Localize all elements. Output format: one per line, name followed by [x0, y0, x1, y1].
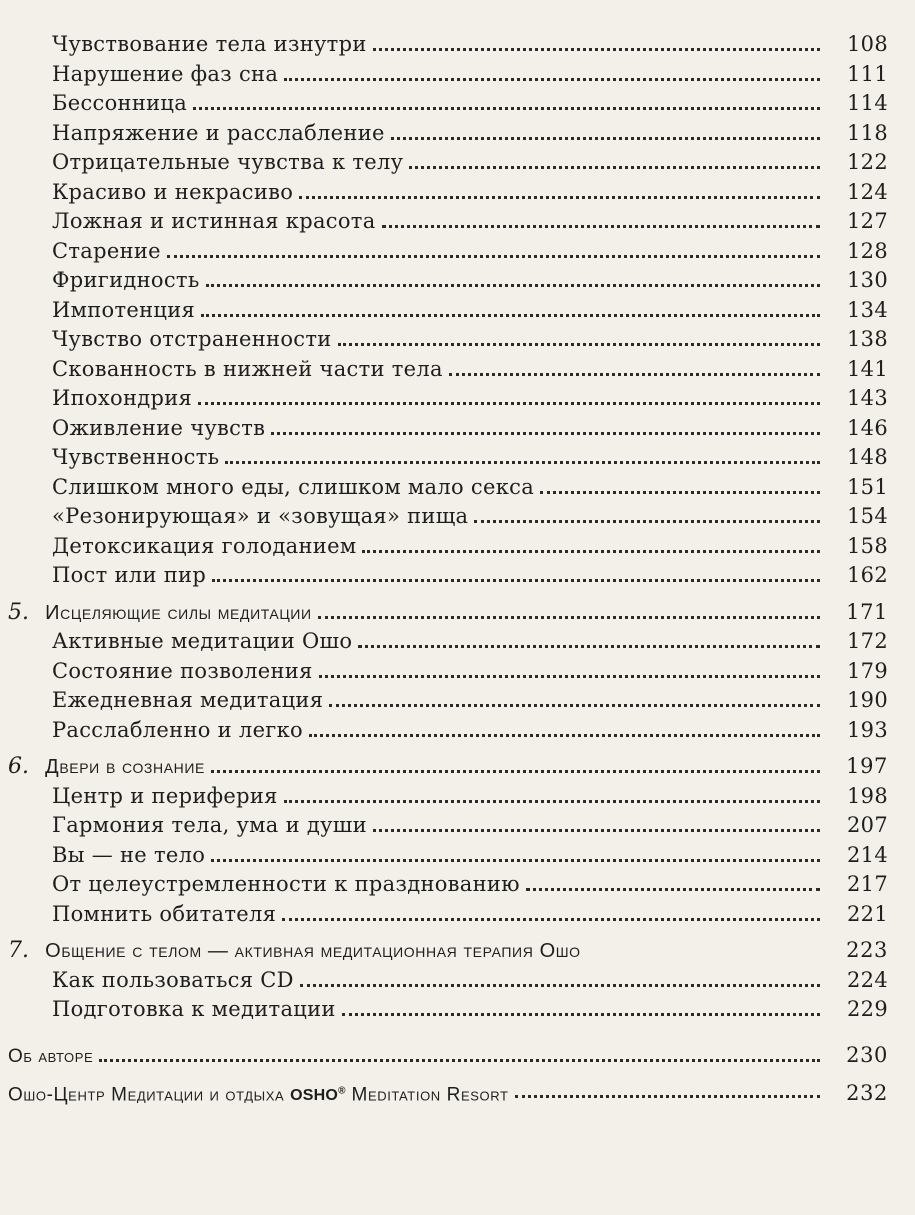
chapter-title: [8, 752, 211, 783]
dot-leader: [362, 550, 820, 553]
toc-entry[interactable]: [0, 60, 915, 90]
osho-brand: [290, 1087, 346, 1104]
toc-resort[interactable]: [0, 1077, 915, 1107]
dot-leader: [338, 343, 820, 346]
table-of-contents: [0, 30, 915, 1107]
dot-leader: [318, 616, 820, 619]
about-page: 230: [846, 1042, 888, 1067]
entry-page: 172: [847, 629, 888, 653]
toc-entry[interactable]: [0, 89, 915, 119]
entry-title: Бессонница: [52, 91, 188, 115]
dot-leader: [309, 734, 820, 737]
chapter-page: 197: [846, 754, 888, 778]
toc-entry[interactable]: [0, 266, 915, 296]
resort-title: [8, 1077, 515, 1111]
entry-page: 108: [847, 32, 888, 56]
dot-leader: [373, 48, 820, 51]
entry-title: Оживление чувств: [52, 415, 266, 440]
entry-title: Подготовка к медитации: [52, 997, 336, 1021]
dot-leader: [206, 284, 820, 287]
dot-leader: [201, 314, 820, 317]
dot-leader: [358, 645, 820, 648]
entry-page: 158: [847, 533, 888, 558]
dot-leader: [474, 520, 820, 523]
dot-leader: [211, 770, 820, 773]
registered-mark: ®: [338, 1086, 346, 1097]
entry-title: Чувство отстраненности: [52, 327, 332, 351]
resort-title-suffix: Meditation Resort: [351, 1084, 509, 1106]
toc-entry[interactable]: [0, 686, 915, 716]
toc-entry[interactable]: [0, 966, 915, 996]
dot-leader: [167, 255, 820, 258]
spacer: [0, 929, 915, 936]
entry-title: Скованность в нижней части тела: [52, 356, 443, 381]
dot-leader: [449, 373, 820, 376]
toc-entry[interactable]: [0, 207, 915, 237]
entry-page: 146: [847, 415, 888, 440]
entry-title: Расслабленно и легко: [52, 717, 303, 742]
about-title: Об авторе: [8, 1045, 94, 1067]
entry-page: 134: [847, 297, 888, 322]
toc-entry[interactable]: [0, 237, 915, 267]
entry-title: Напряжение и расслабление: [52, 120, 385, 145]
entry-title: От целеустремленности к празднованию: [52, 872, 520, 896]
dot-leader: [212, 579, 820, 582]
entry-page: 224: [847, 967, 888, 992]
entry-title: Слишком много еды, слишком мало секса: [52, 474, 535, 499]
entry-title: «Резонирующая» и «зовущая» пища: [52, 504, 469, 528]
chapter-name: Общение с телом — активная медитационная терапия Ошо: [45, 940, 581, 962]
dot-leader: [373, 829, 820, 832]
toc-entry[interactable]: [0, 296, 915, 326]
toc-entry[interactable]: [0, 119, 915, 149]
entry-title: Как пользоваться CD: [52, 967, 294, 992]
toc-entry[interactable]: [0, 178, 915, 208]
toc-entry[interactable]: [0, 627, 915, 657]
toc-entry[interactable]: [0, 561, 915, 591]
entry-page: 193: [847, 717, 888, 742]
dot-leader: [99, 1059, 820, 1062]
toc-entry[interactable]: [0, 811, 915, 841]
entry-page: 198: [847, 783, 888, 808]
entry-title: Состояние позволения: [52, 658, 313, 683]
dot-leader: [382, 225, 820, 228]
entry-page: 207: [847, 813, 888, 837]
entry-page: 122: [847, 150, 888, 174]
dot-leader: [391, 137, 820, 140]
dot-leader: [342, 1013, 820, 1016]
dot-leader: [515, 1095, 820, 1098]
chapter-number: 5.: [8, 599, 29, 625]
toc-about-author[interactable]: [0, 1041, 915, 1071]
resort-title-prefix: Ошо-Центр Медитации и отдыха: [8, 1084, 285, 1106]
toc-entry[interactable]: [0, 414, 915, 444]
entry-title: Чувственность: [52, 445, 220, 469]
entry-page: 154: [847, 504, 888, 528]
chapter-page: 223: [846, 938, 888, 962]
chapter-name: Исцеляющие силы медитации: [45, 601, 312, 624]
entry-page: 151: [847, 474, 888, 499]
entry-page: 130: [847, 268, 888, 292]
dot-leader: [329, 704, 820, 707]
chapter-title: [8, 598, 318, 629]
entry-page: 111: [847, 61, 888, 86]
toc-entry[interactable]: [0, 870, 915, 900]
dot-leader: [284, 78, 820, 81]
spacer: [0, 745, 915, 752]
resort-page: 232: [846, 1081, 888, 1106]
dot-leader: [211, 859, 820, 862]
entry-title: Ложная и истинная красота: [52, 209, 376, 233]
dot-leader: [587, 954, 820, 957]
entry-title: Ипохондрия: [52, 386, 193, 410]
dot-leader: [409, 166, 820, 169]
dot-leader: [299, 196, 820, 199]
dot-leader: [282, 918, 820, 921]
entry-title: Импотенция: [52, 297, 196, 322]
chapter-title: [8, 936, 587, 967]
chapter-number: 6.: [8, 754, 29, 779]
toc-entry[interactable]: [0, 657, 915, 687]
brand-name: OSHO: [290, 1087, 339, 1105]
toc-entry[interactable]: [0, 995, 915, 1025]
toc-entry[interactable]: [0, 841, 915, 871]
entry-page: 162: [847, 563, 888, 587]
entry-page: 124: [847, 179, 888, 204]
toc-entry[interactable]: [0, 443, 915, 473]
chapter-name: Двери в сознание: [45, 756, 205, 778]
entry-page: 190: [847, 688, 888, 712]
entry-title: Чувствование тела изнутри: [52, 32, 367, 56]
entry-title: Активные медитации Ошо: [52, 629, 353, 653]
entry-page: 214: [847, 842, 888, 867]
toc-chapter-6[interactable]: [0, 752, 915, 782]
entry-page: 217: [847, 872, 888, 896]
entry-page: 143: [847, 386, 888, 410]
toc-entry[interactable]: [0, 782, 915, 812]
toc-entry[interactable]: [0, 900, 915, 930]
entry-page: 118: [847, 120, 888, 145]
toc-entry[interactable]: [0, 355, 915, 385]
dot-leader: [319, 675, 820, 678]
entry-title: Вы — не тело: [52, 842, 206, 867]
dot-leader: [193, 107, 820, 110]
dot-leader: [225, 461, 820, 464]
spacer: [0, 591, 915, 598]
dot-leader: [540, 491, 820, 494]
toc-entry[interactable]: [0, 473, 915, 503]
toc-entry[interactable]: [0, 325, 915, 355]
toc-entry[interactable]: [0, 30, 915, 60]
spacer: [0, 1070, 915, 1077]
entry-page: 138: [847, 327, 888, 351]
entry-page: 114: [847, 91, 888, 115]
entry-title: Нарушение фаз сна: [52, 61, 279, 86]
chapter-page: 171: [846, 599, 888, 624]
entry-title: Детоксикация голоданием: [52, 533, 357, 558]
entry-page: 229: [847, 997, 888, 1021]
entry-title: Помнить обитателя: [52, 901, 277, 926]
chapter-number: 7.: [8, 938, 29, 963]
entry-title: Фригидность: [52, 268, 200, 292]
dot-leader: [198, 402, 820, 405]
dot-leader: [284, 800, 820, 803]
entry-title: Гармония тела, ума и души: [52, 813, 367, 837]
toc-entry[interactable]: [0, 532, 915, 562]
entry-page: 179: [847, 658, 888, 683]
entry-page: 128: [847, 238, 888, 263]
entry-page: 127: [847, 209, 888, 233]
entry-title: Пост или пир: [52, 563, 207, 587]
spacer: [0, 1025, 915, 1041]
entry-page: 148: [847, 445, 888, 469]
toc-chapter-7[interactable]: [0, 936, 915, 966]
entry-title: Отрицательные чувства к телу: [52, 150, 404, 174]
toc-entry[interactable]: [0, 384, 915, 414]
entry-page: 141: [847, 356, 888, 381]
dot-leader: [271, 432, 820, 435]
toc-entry[interactable]: [0, 148, 915, 178]
toc-entry[interactable]: [0, 502, 915, 532]
entry-title: Красиво и некрасиво: [52, 179, 294, 204]
dot-leader: [526, 888, 820, 891]
toc-chapter-5[interactable]: [0, 598, 915, 628]
dot-leader: [300, 984, 820, 987]
entry-title: Старение: [52, 238, 161, 263]
entry-title: Центр и периферия: [52, 783, 278, 808]
entry-page: 221: [847, 901, 888, 926]
toc-entry[interactable]: [0, 716, 915, 746]
entry-title: Ежедневная медитация: [52, 688, 324, 712]
